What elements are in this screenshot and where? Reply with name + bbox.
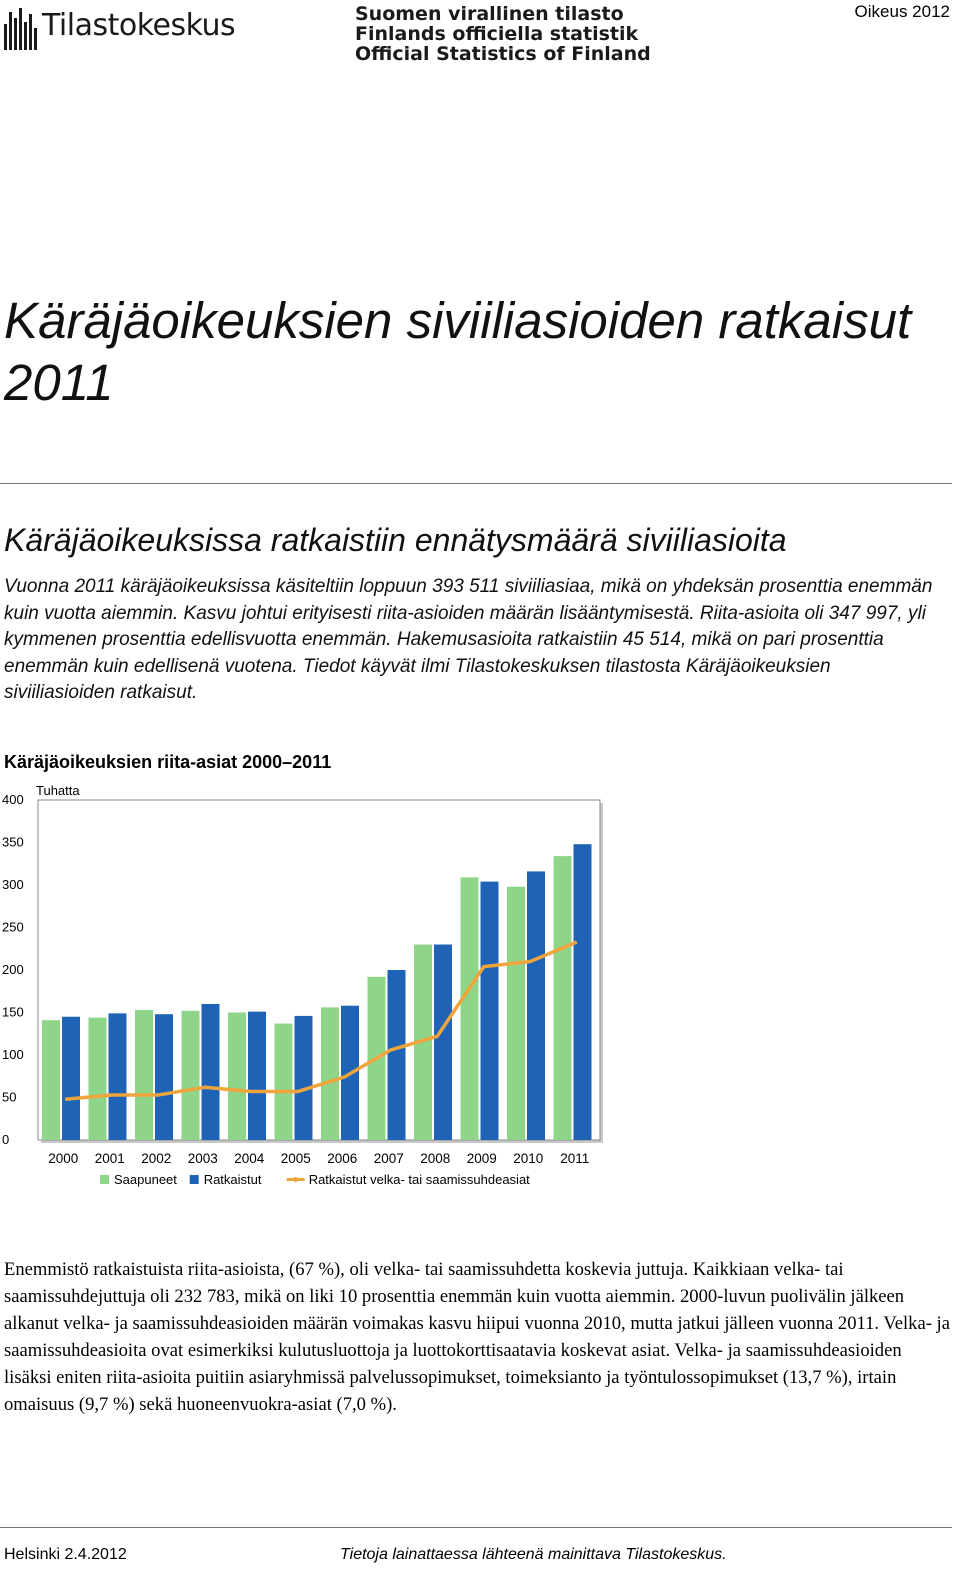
- legend-label: Ratkaistut velka- tai saamissuhdeasiat: [308, 1172, 530, 1187]
- x-tick-label: 2009: [466, 1151, 497, 1166]
- x-tick-label: 2005: [280, 1151, 311, 1166]
- x-tick-label: 2003: [187, 1151, 218, 1166]
- y-tick-label: 50: [2, 1089, 17, 1105]
- official-statistics-sv: Finlands officiella statistik: [355, 23, 639, 45]
- x-tick-label: 2007: [373, 1151, 404, 1166]
- legend-label: Saapuneet: [114, 1172, 177, 1187]
- bar-ratkaistut: [202, 1004, 220, 1140]
- bar-chart: [0, 780, 620, 1200]
- legend-line-marker: [293, 1177, 298, 1182]
- logo-text: Tilastokeskus: [42, 8, 236, 43]
- bar-saapuneet: [461, 877, 479, 1140]
- bar-ratkaistut: [62, 1017, 80, 1140]
- bar-saapuneet: [321, 1007, 339, 1140]
- bar-saapuneet: [182, 1011, 200, 1140]
- legend-swatch: [100, 1175, 109, 1184]
- footer-citation: Tietoja lainattaessa lähteenä mainittava Tilastokeskus.: [340, 1546, 727, 1563]
- legend-swatch: [190, 1175, 199, 1184]
- bar-ratkaistut: [295, 1016, 313, 1140]
- footer-divider: [0, 1527, 952, 1528]
- lead-paragraph: Vuonna 2011 käräjäoikeuksissa käsiteltiin loppuun 393 511 siviiliasiaa, mikä on yhdeksän prosenttia enemmän kuin vuotta aiemmin. Kasvu johtui erityisesti riita-asioiden määrän lisääntymisestä. Riita-asioita oli 347 997, yli kymmenen prosenttia edellisvuotta enemmän. Hakemusasioita ratkaistiin 45 514, mikä on pari prosenttia enemmän kuin edellisenä vuotena. Tiedot käyvät ilmi Tilastokeskuksen tilastosta Käräjäoikeuksien siviiliasioiden ratkaisut.: [4, 576, 933, 704]
- section-heading: Käräjäoikeuksissa ratkaistiin ennätysmäärä siviiliasioita: [4, 522, 787, 558]
- x-tick-label: 2001: [94, 1151, 125, 1166]
- y-axis-label: Tuhatta: [36, 783, 80, 798]
- bar-saapuneet: [275, 1024, 293, 1140]
- chart-title: Käräjäoikeuksien riita-asiat 2000–2011: [4, 752, 332, 772]
- x-tick-label: 2006: [327, 1151, 358, 1166]
- bar-ratkaistut: [388, 970, 406, 1140]
- x-tick-label: 2008: [420, 1151, 451, 1166]
- y-tick-label: 0: [2, 1132, 10, 1147]
- footer-date: Helsinki 2.4.2012: [4, 1546, 127, 1563]
- x-tick-label: 2000: [48, 1151, 79, 1166]
- bar-ratkaistut: [481, 882, 499, 1140]
- bar-saapuneet: [135, 1010, 153, 1140]
- bar-saapuneet: [507, 887, 525, 1140]
- x-tick-label: 2010: [513, 1151, 544, 1166]
- page-title: Käräjäoikeuksien siviiliasioiden ratkaisut 2011: [4, 292, 912, 411]
- official-statistics-fi: Suomen virallinen tilasto: [355, 3, 624, 25]
- body-paragraph: Enemmistö ratkaistuista riita-asioista, (67 %), oli velka- tai saamissuhdetta koskevia juttuja. Kaikkiaan velka- tai saamissuhdejuttuja oli 232 783, mikä on liki 10 prosenttia enemmän kuin vuotta aiemmin. 2000-luvun puolivälin jälkeen alkanut velka- ja saamissuhdeasioiden määrän voimakas kasvu hiipui vuonna 2010, mutta jatkui jälleen vuonna 2011. Velka- ja saamissuhdeasioita ovat esimerkiksi kulutusluottoja ja luottokorttisaatavia koskevat asiat. Velka- ja saamissuhdeasioiden lisäksi eniten riita-asioita puitiin asiaryhmissä palvelussopimukset, toimeksianto ja työntulossopimukset (13,7 %), irtain omaisuus (9,7 %) sekä huoneenvuokra-asiat (7,0 %).: [4, 1259, 950, 1415]
- bar-saapuneet: [554, 856, 572, 1140]
- bar-saapuneet: [228, 1013, 246, 1141]
- series-label: Oikeus 2012: [854, 2, 950, 21]
- x-tick-label: 2011: [560, 1151, 590, 1166]
- bar-ratkaistut: [574, 844, 592, 1140]
- y-tick-label: 150: [2, 1004, 24, 1020]
- x-tick-label: 2002: [141, 1151, 172, 1166]
- y-tick-label: 300: [2, 877, 24, 892]
- bar-ratkaistut: [109, 1013, 127, 1140]
- y-tick-label: 100: [2, 1047, 24, 1062]
- x-tick-label: 2004: [234, 1151, 265, 1166]
- y-tick-label: 400: [2, 792, 24, 807]
- legend-label: Ratkaistut: [203, 1172, 262, 1187]
- bar-saapuneet: [42, 1020, 60, 1140]
- bar-ratkaistut: [248, 1012, 266, 1140]
- y-tick-label: 250: [2, 919, 24, 935]
- bar-ratkaistut: [155, 1014, 173, 1140]
- official-statistics-en: Official Statistics of Finland: [355, 43, 651, 65]
- y-tick-label: 350: [2, 834, 24, 850]
- bar-ratkaistut: [527, 871, 545, 1140]
- bar-saapuneet: [89, 1018, 107, 1140]
- logo-mark-icon: [4, 8, 37, 50]
- y-tick-label: 200: [2, 962, 24, 977]
- divider: [0, 483, 952, 484]
- bar-ratkaistut: [434, 945, 452, 1141]
